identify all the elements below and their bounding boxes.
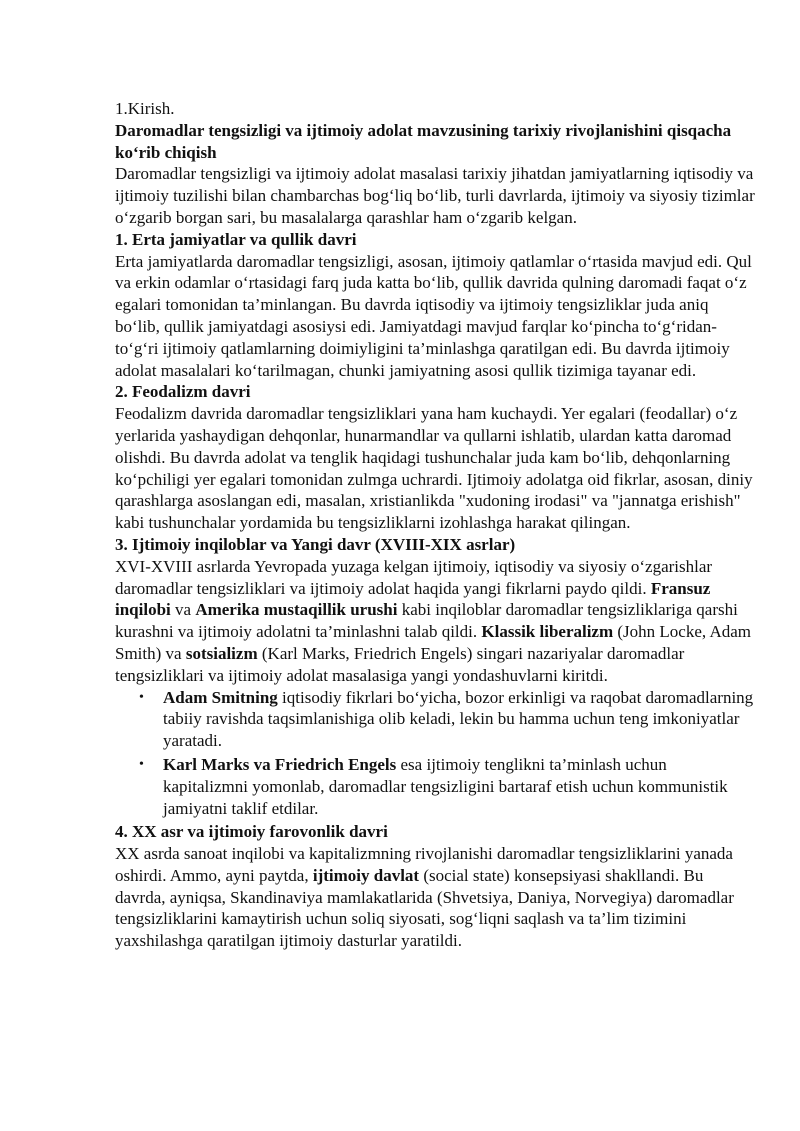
section-3-bullet-list bbox=[115, 687, 755, 820]
section-4-text bbox=[115, 843, 755, 952]
section-3-text-b: va bbox=[170, 600, 196, 620]
section-3-heading: 3. Ijtimoiy inqiloblar va Yangi davr (XVIII-XIX asrlar) bbox=[115, 534, 516, 554]
bullet-text: esa ijtimoiy tenglikni ta’minlash uchun kapitalizmni yomonlab, daromadlar tengsizligini bartaraf etish uchun kommunistik jamiyatni taklif etdilar. bbox=[163, 754, 728, 818]
term-socialism: sotsializm bbox=[185, 643, 258, 663]
section-3-text-a: XVI-XVIII asrlarda Yevropada yuzaga kelgan ijtimoiy, iqtisodiy va siyosiy o‘zgarishlar daromadlar tengsizliklari va ijtimoiy adolat haqida yangi fikrlarni paydo qildi. bbox=[115, 556, 713, 598]
list-item bbox=[139, 687, 755, 752]
bullet-text: iqtisodiy fikrlari bo‘yicha, bozor erkinligi va raqobat daromadlarning tabiiy ravishda taqsimlanishiga olib keladi, lekin bu hamma uchun teng imkoniyatlar yaratadi. bbox=[163, 687, 754, 751]
list-item bbox=[139, 754, 755, 819]
section-4-text-b: (social state) konsepsiyasi shakllandi. Bu davrda, ayniqsa, Skandinaviya mamlakatlarida (Shvetsiya, Daniya, Norvegiya) daromadlar tengsizliklarini kamaytirish uchun soliq siyosati, sog‘liqni saqlash va ta’lim tizimini yaxshilashga qaratilgan ijtimoiy dasturlar yaratildi. bbox=[115, 865, 734, 951]
section-4-text-a: XX asrda sanoat inqilobi va kapitalizmning rivojlanishi daromadlar tengsizliklarini yanada oshirdi. Ammo, ayni paytda, bbox=[115, 844, 733, 885]
intro-label: 1.Kirish. bbox=[115, 99, 175, 118]
section-2-heading: 2. Feodalizm davri bbox=[115, 382, 251, 402]
bullet-bold: Karl Marks va Friedrich Engels bbox=[163, 754, 397, 774]
term-classical-liberalism: Klassik liberalizm bbox=[481, 622, 614, 642]
section-1-text: Erta jamiyatlarda daromadlar tengsizligi, asosan, ijtimoiy qatlamlar o‘rtasida mavjud edi. Qul va erkin odamlar o‘rtasidagi farq juda katta bo‘lib, qullik davrida qulning daromadi faqat o‘z egalari tomonidan ta’minlangan. Bu davrda iqtisodiy va ijtimoiy tengsizliklar juda aniq bo‘lib, qullik jamiyatdagi asosiysi edi. Jamiyatdagi mavjud farqlar ko‘pincha to‘g‘ridan-to‘g‘ri ijtimoiy qatlamlarning doimiyligini ta’minlashga qaratilgan edi. Bu davrda ijtimoiy adolat masalalari ko‘tarilmagan, chunki jamiyatning asosi qullik tizimiga tayanar edi. bbox=[115, 251, 752, 380]
section-4-heading: 4. XX asr va ijtimoiy farovonlik davri bbox=[115, 822, 388, 842]
term-american-war: Amerika mustaqillik urushi bbox=[195, 600, 398, 620]
section-2-text: Feodalizm davrida daromadlar tengsizliklari yana ham kuchaydi. Yer egalari (feodallar) o‘z yerlarida yashaydigan dehqonlar, hunarmandlar va qullarni ishlatib, ulardan katta daromad olishdi. Bu davrda adolat va tenglik haqidagi tushunchalar juda kam bo‘lib, dehqonlarning ko‘pchiligi yer egalari tomonidan zulmga uchrardi. Ijtimoiy adolatga oid fikrlar, asosan, diniy qarashlarga asoslangan edi, masalan, xristianlikda "xudoning irodasi" va "jannatga erishish" kabi tushunchalar yordamida bu tengsizliklarni izohlashga harakat qilingan. bbox=[115, 404, 753, 533]
document-page bbox=[115, 98, 755, 952]
term-french-revolution: Fransuz inqilobi bbox=[115, 578, 711, 620]
section-3-text-c: kabi inqiloblar daromadlar tengsizliklariga qarshi kurashni va ijtimoiy adolatni ta’minlashni talab qildi. bbox=[115, 600, 738, 642]
bullet-icon: • bbox=[139, 689, 144, 705]
intro-paragraph: Daromadlar tengsizligi va ijtimoiy adolat masalasi tarixiy jihatdan jamiyatlarning iqtisodiy va ijtimoiy tuzilishi bilan chambarchas bog‘liq bo‘lib, turli davrlarda, ijtimoiy va siyosiy tizimlar o‘zgarib borgan sari, bu masalalarga qarashlar ham o‘zgarib kelgan. bbox=[115, 164, 755, 227]
section-3-text bbox=[115, 556, 755, 687]
section-1-heading: 1. Erta jamiyatlar va qullik davri bbox=[115, 229, 357, 249]
section-3-text-d: (John Locke, Adam Smith) va bbox=[115, 622, 751, 663]
section-3-text-e: (Karl Marks, Friedrich Engels) singari nazariyalar daromadlar tengsizliklari va ijtimoiy adolat masalasiga yangi yondashuvlarni kiritdi. bbox=[115, 643, 685, 685]
main-heading: Daromadlar tengsizligi va ijtimoiy adolat mavzusining tarixiy rivojlanishini qisqacha ko‘rib chiqish bbox=[115, 120, 732, 162]
bullet-bold: Adam Smitning bbox=[163, 687, 278, 707]
bullet-icon: • bbox=[139, 756, 144, 772]
term-social-state: ijtimoiy davlat bbox=[312, 865, 420, 885]
